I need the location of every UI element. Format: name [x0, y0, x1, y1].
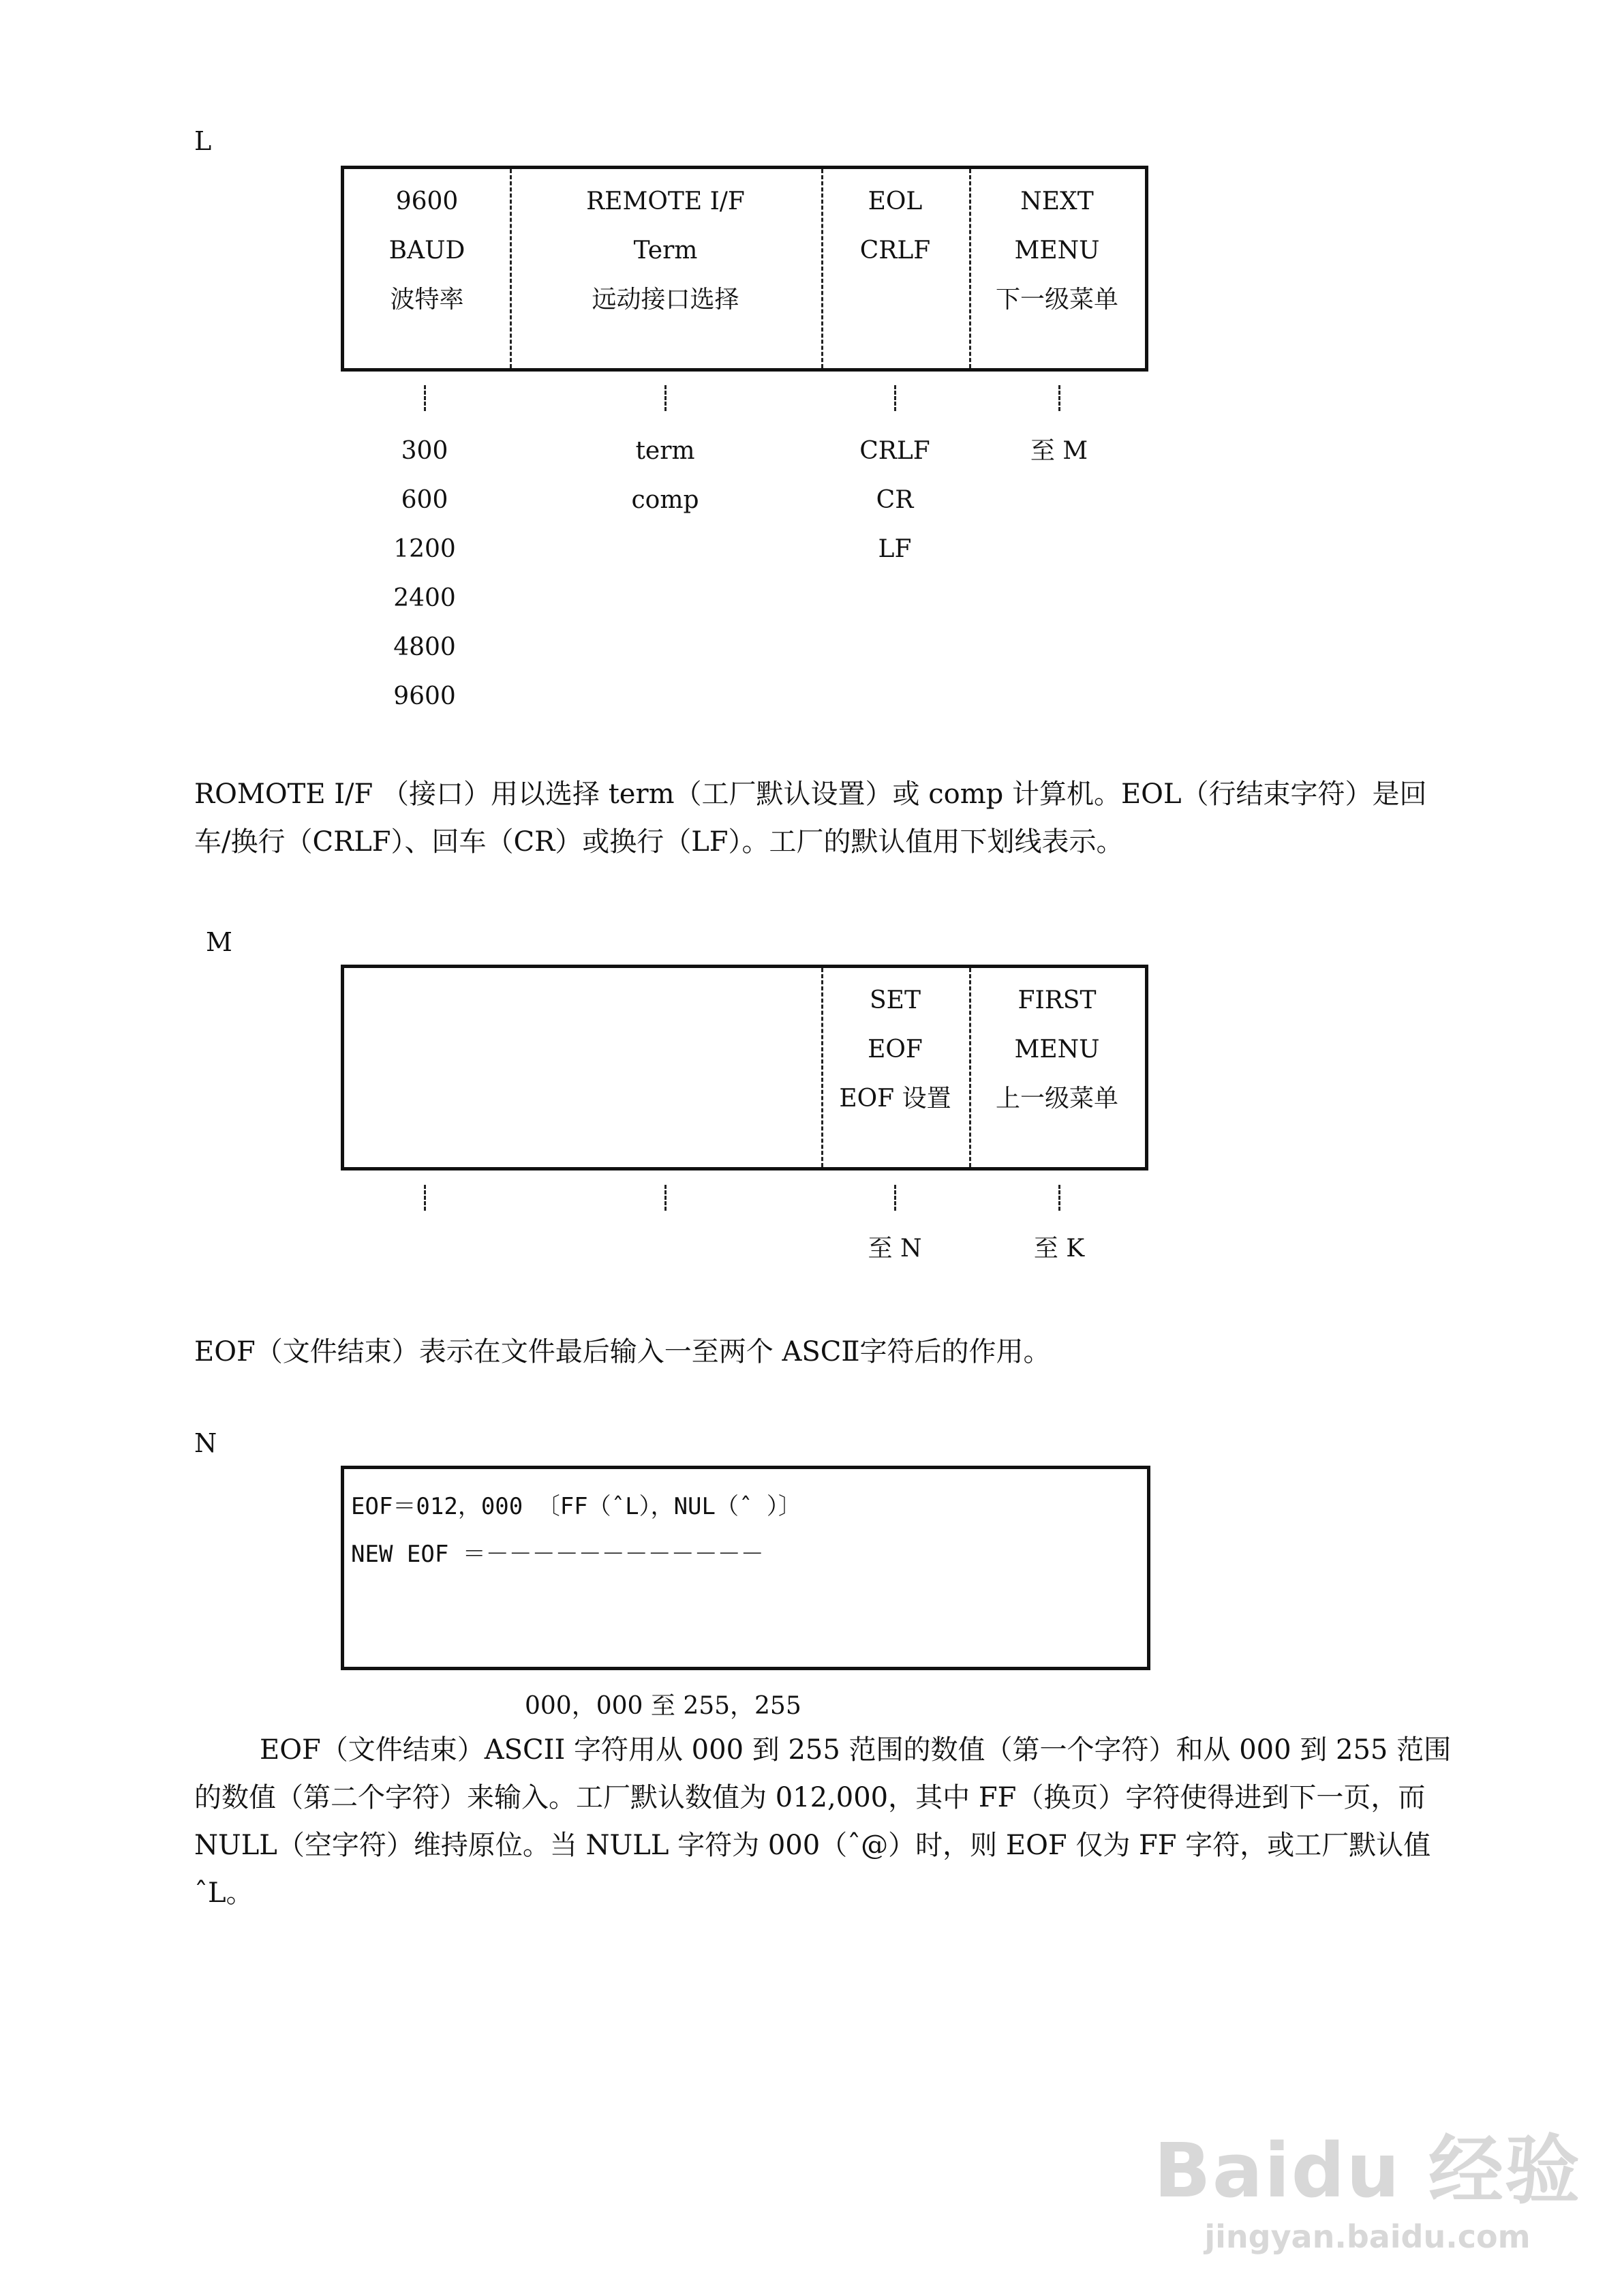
menu-m-set-eof-cell: SET EOF EOF 设置: [839, 986, 951, 1113]
menu-l-tick: [1058, 385, 1060, 411]
watermark-url: jingyan.baidu.com: [1204, 2218, 1531, 2255]
first-menu-options: 至 K: [1033, 1235, 1085, 1263]
menu-l-remote-cell: REMOTE I/F Term 远动接口选择: [586, 187, 745, 314]
menu-n-screen: [341, 1466, 1150, 1670]
section-l-label: L: [194, 126, 212, 156]
next-options: 至 M: [1030, 437, 1088, 465]
remote-options: term comp: [631, 437, 699, 514]
menu-m-tick: [894, 1185, 896, 1211]
eof-range: 000，000 至 255，255: [525, 1692, 801, 1720]
new-eof-input: NEW EOF ＝－－－－－－－－－－－－: [351, 1541, 764, 1568]
eol-options: CRLF CR LF: [859, 437, 930, 563]
menu-m-first-cell: FIRST MENU 上一级菜单: [995, 986, 1118, 1113]
menu-l-next-cell: NEXT MENU 下一级菜单: [995, 187, 1118, 314]
eof-current-value: EOF＝012，000 〔FF（ˆL），NUL（ˆ ）〕: [351, 1493, 801, 1520]
section-l-description: ROMOTE I/F （接口）用以选择 term（工厂默认设置）或 comp 计算机。EOL（行结束字符）是回车/换行（CRLF）、回车（CR）或换行（LF）。工厂的默认值用下划线表示。: [194, 779, 1427, 858]
section-m-description: EOF（文件结束）表示在文件最后输入一至两个 ASCⅡ字符后的作用。: [194, 1336, 1051, 1368]
baidu-watermark: [1154, 2111, 1581, 2255]
set-eof-options: 至 N: [868, 1235, 922, 1263]
menu-l-eol-cell: EOL CRLF: [859, 187, 931, 265]
section-n-label: N: [194, 1428, 217, 1458]
menu-l-tick: [424, 385, 426, 411]
menu-m-screen: [341, 965, 1148, 1170]
menu-l-baud-cell: 9600 BAUD 波特率: [388, 187, 465, 314]
baud-options: 300 600 1200 2400 4800 9600: [393, 437, 456, 710]
section-n-description: EOF（文件结束）ASCII 字符用从 000 到 255 范围的数值（第一个字符）和从 000 到 255 范围的数值（第二个字符）来输入。工厂默认数值为 012,000，其中 FF（换页）字符使得进到下一页，而 NULL（空字符）维持原位。当 NULL 字符为 000（ˆ@）时，则 EOF 仅为 FF 字符，或工厂默认值ˆL。: [194, 1734, 1452, 1909]
menu-l-tick: [894, 385, 896, 411]
menu-m-tick: [664, 1185, 667, 1211]
menu-l-screen: [341, 166, 1148, 372]
baidu-logo: Baidu 经验: [1153, 2127, 1581, 2214]
section-m-label: M: [206, 927, 232, 957]
menu-m-tick: [424, 1185, 426, 1211]
menu-m-tick: [1058, 1185, 1060, 1211]
menu-l-tick: [664, 385, 667, 411]
